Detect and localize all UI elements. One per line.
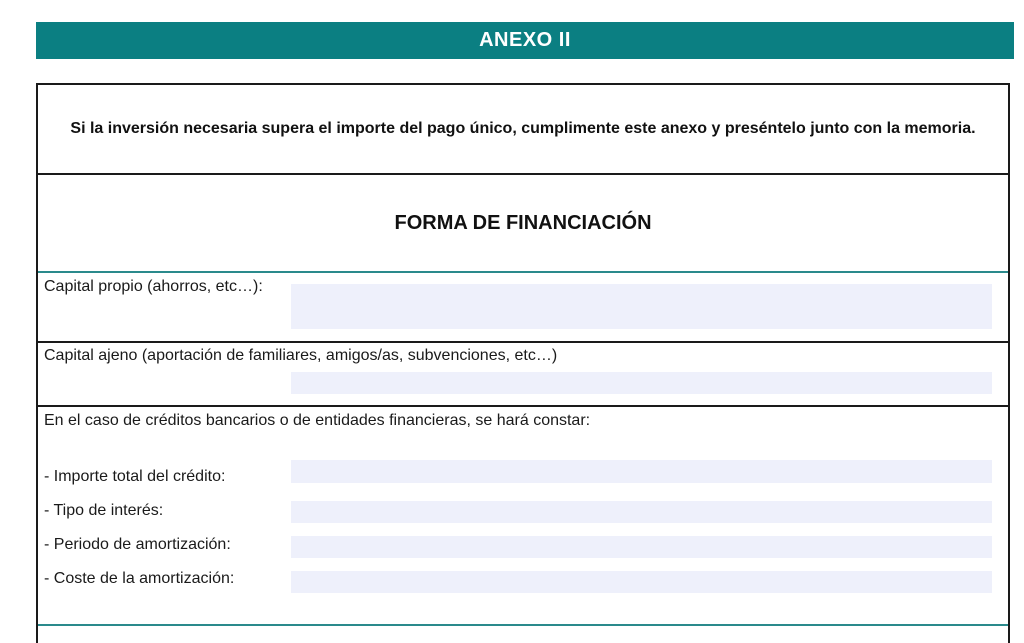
importe-total-label: - Importe total del crédito:	[44, 468, 226, 485]
capital-ajeno-label: Capital ajeno (aportación de familiares, amigos/as, subvenciones, etc…)	[44, 347, 558, 364]
capital-propio-input[interactable]	[291, 284, 992, 329]
section-bottom-divider	[38, 624, 1008, 626]
coste-amortizacion-label: - Coste de la amortización:	[44, 570, 235, 587]
capital-propio-label: Capital propio (ahorros, etc…):	[44, 278, 263, 295]
capital-ajeno-input[interactable]	[291, 372, 992, 394]
section-title-text: FORMA DE FINANCIACIÓN	[394, 211, 652, 234]
annex-title-banner	[36, 22, 1014, 59]
row-divider	[38, 341, 1008, 343]
row-divider	[38, 405, 1008, 407]
tipo-interes-input[interactable]	[291, 501, 992, 523]
creditos-intro-text: En el caso de créditos bancarios o de entidades financieras, se hará constar:	[44, 412, 591, 429]
tipo-interes-label: - Tipo de interés:	[44, 502, 164, 519]
periodo-amortizacion-label: - Periodo de amortización:	[44, 536, 231, 553]
intro-text: Si la inversión necesaria supera el importe del pago único, cumplimente este anexo y preséntelo junto con la memoria.	[70, 120, 976, 137]
periodo-amortizacion-input[interactable]	[291, 536, 992, 558]
intro-instructions	[38, 85, 1008, 175]
financing-form	[36, 83, 1010, 643]
section-title	[38, 175, 1008, 273]
coste-amortizacion-input[interactable]	[291, 571, 992, 593]
importe-total-input[interactable]	[291, 460, 992, 483]
annex-title: ANEXO II	[479, 29, 571, 51]
